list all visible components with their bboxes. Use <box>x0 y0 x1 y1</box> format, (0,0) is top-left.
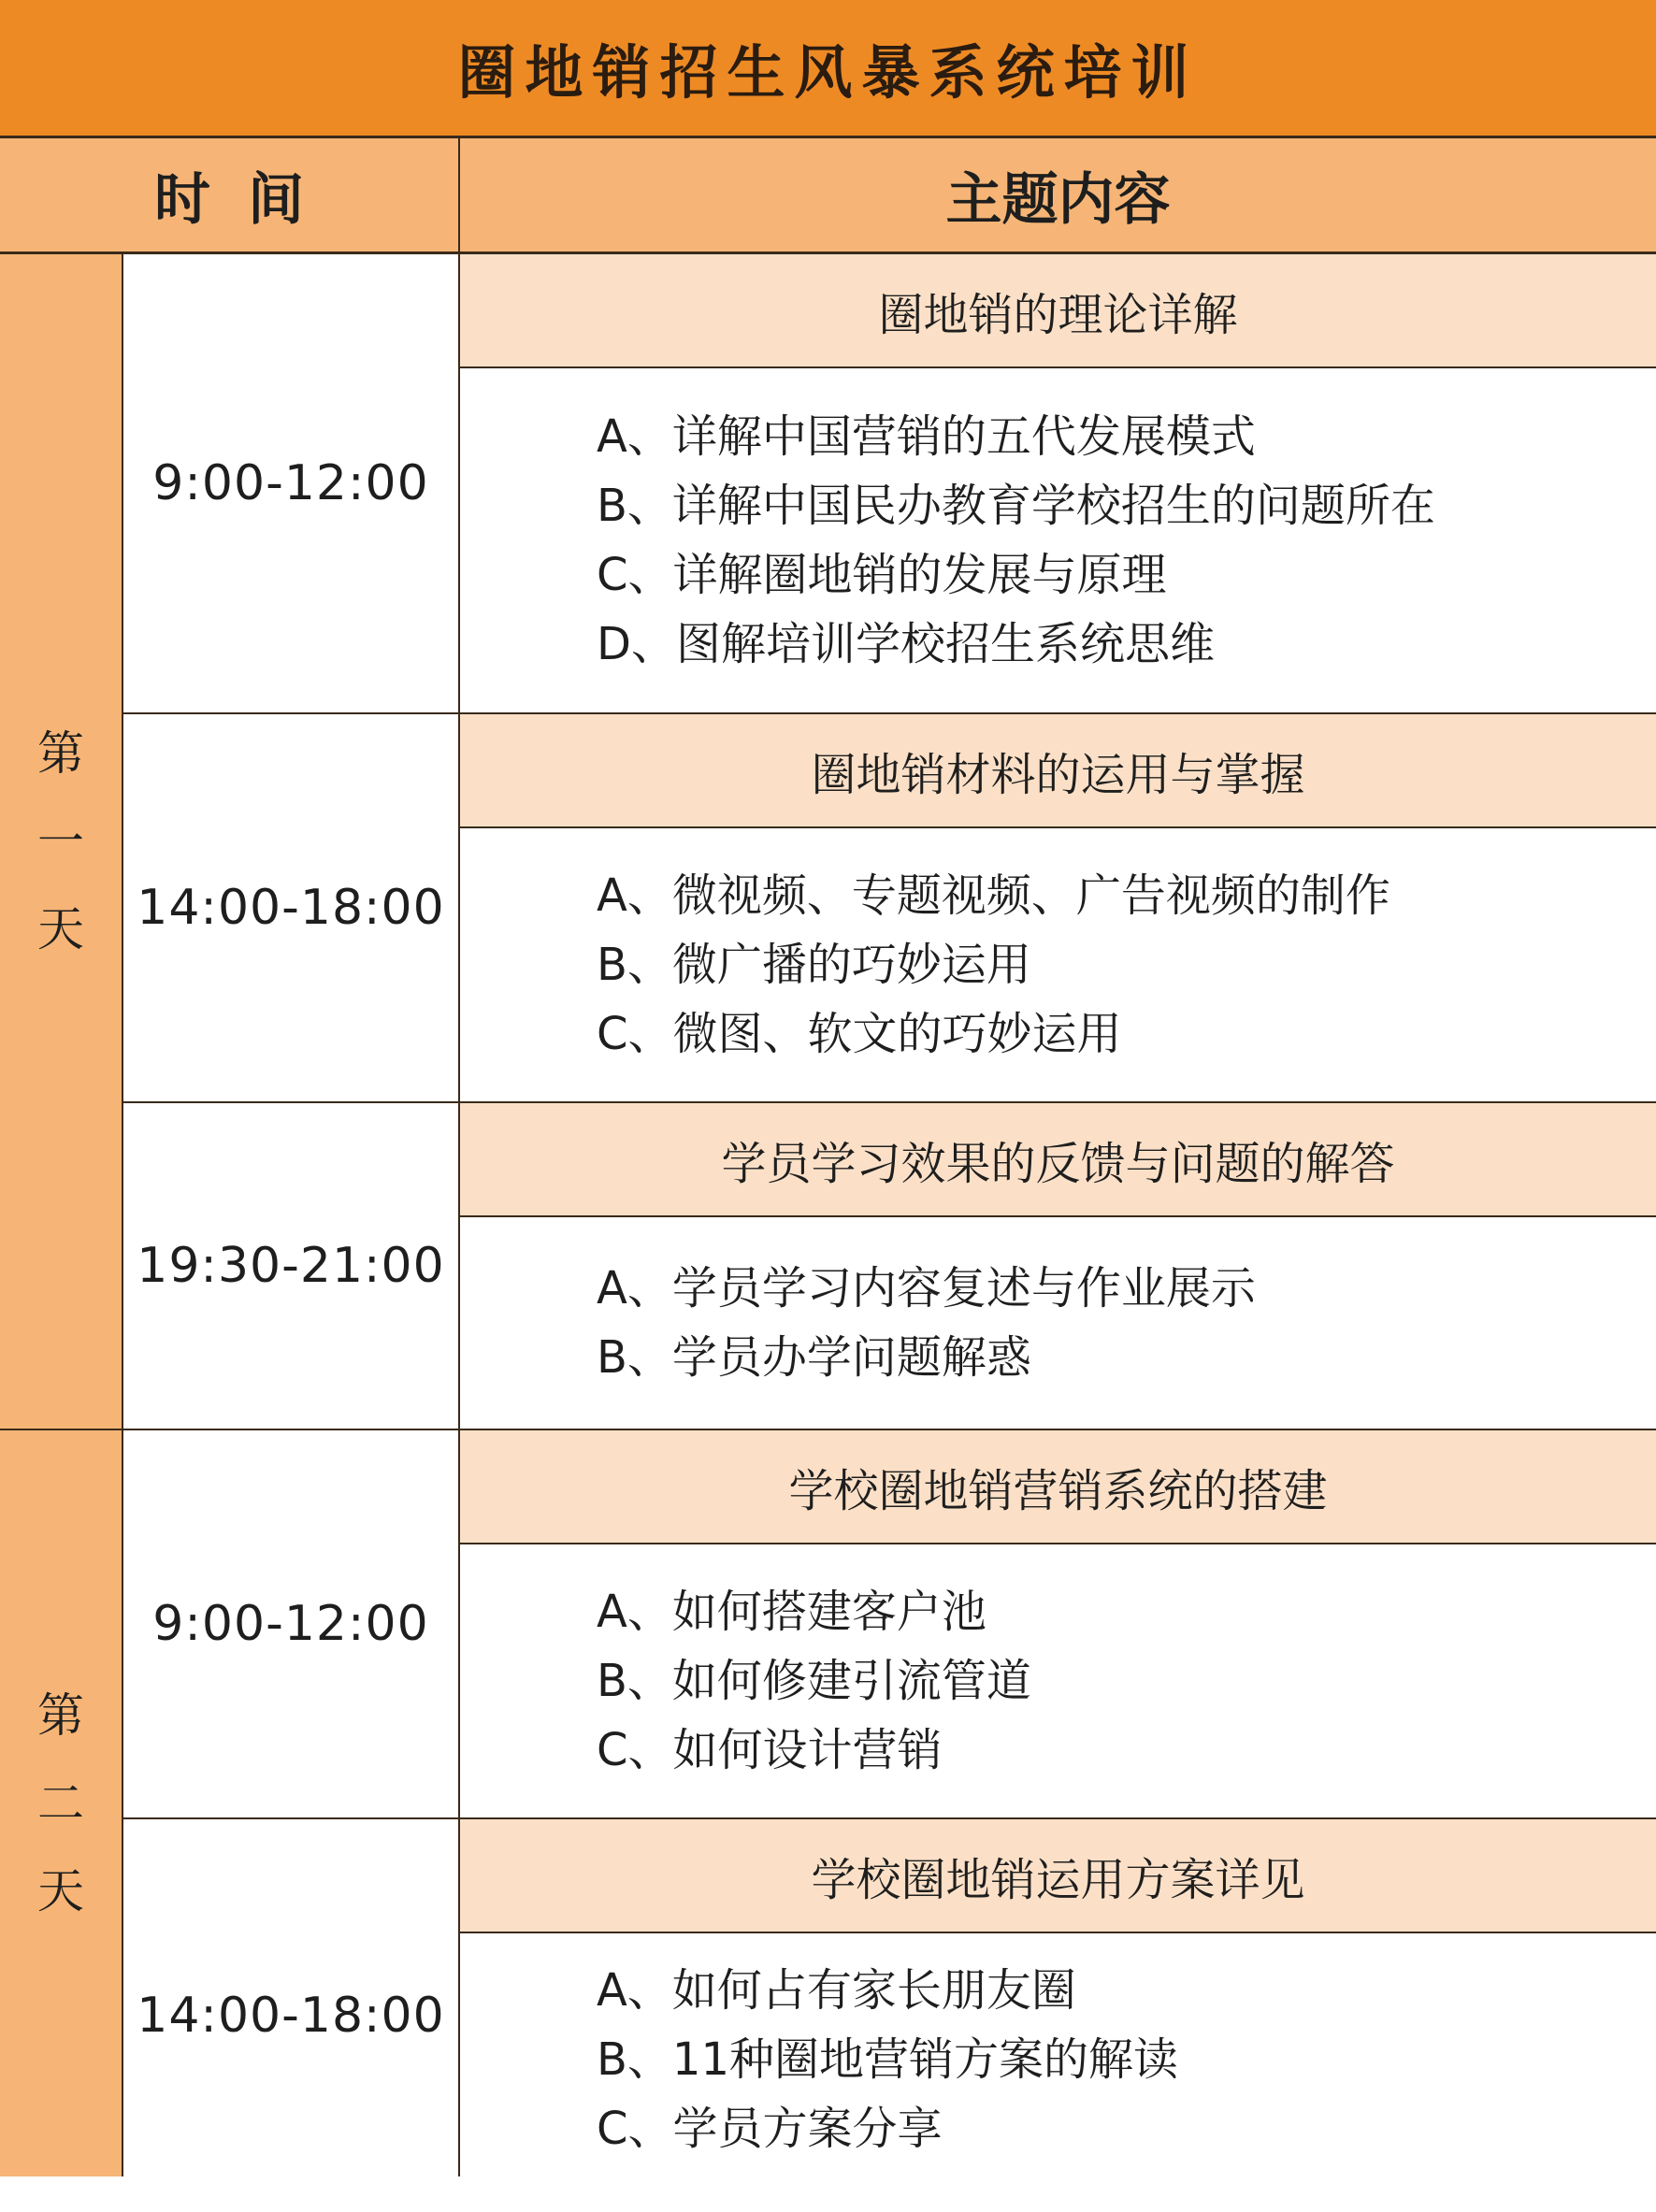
session-items <box>460 368 1656 712</box>
session-item: C、学员方案分享 <box>597 2103 943 2155</box>
session-item: B、详解中国民办教育学校招生的问题所在 <box>597 480 1435 532</box>
session-items <box>460 828 1656 1101</box>
day-label-char: 第 <box>37 1688 84 1743</box>
session-items <box>460 1933 1656 2176</box>
session-item: B、微广播的巧妙运用 <box>597 939 1031 991</box>
session-item: C、微图、软文的巧妙运用 <box>597 1008 1122 1060</box>
session-items <box>460 1544 1656 1817</box>
session-items <box>460 1217 1656 1429</box>
session-topic: 学校圈地销营销系统的搭建 <box>460 1430 1656 1544</box>
day-label-char: 天 <box>37 1864 84 1918</box>
session-item: A、如何搭建客户池 <box>597 1586 986 1638</box>
session-item: C、详解圈地销的发展与原理 <box>597 549 1167 601</box>
header-topic: 主题内容 <box>945 166 1171 233</box>
session-item: B、如何修建引流管道 <box>597 1655 1031 1707</box>
column-divider <box>458 138 460 2176</box>
title-bar <box>0 0 1656 138</box>
day-one-label <box>0 254 122 1429</box>
session-topic: 学员学习效果的反馈与问题的解答 <box>460 1103 1656 1217</box>
session-item: A、详解中国营销的五代发展模式 <box>597 410 1256 463</box>
day-label-char: 二 <box>37 1776 84 1831</box>
session-time: 19:30-21:00 <box>137 1238 445 1294</box>
session-topic: 学校圈地销运用方案详见 <box>460 1819 1656 1933</box>
session-item: A、微视频、专题视频、广告视频的制作 <box>597 869 1390 922</box>
day-label-char: 天 <box>37 902 84 956</box>
session-item: A、学员学习内容复述与作业展示 <box>597 1262 1256 1314</box>
session-item: A、如何占有家长朋友圈 <box>597 1964 1076 2017</box>
session-time: 9:00-12:00 <box>152 455 429 511</box>
session-time: 14:00-18:00 <box>137 1988 445 2044</box>
session-item: D、图解培训学校招生系统思维 <box>597 618 1215 670</box>
session-time: 14:00-18:00 <box>137 880 445 936</box>
day-label-char: 第 <box>37 726 84 781</box>
column-divider <box>122 254 123 2176</box>
day-label-char: 一 <box>37 814 84 869</box>
session-topic: 圈地销材料的运用与掌握 <box>460 714 1656 828</box>
session-item: B、11种圈地营销方案的解读 <box>597 2033 1179 2086</box>
day-two-label <box>0 1430 122 2176</box>
table-header-row <box>0 138 1656 254</box>
session-time: 9:00-12:00 <box>152 1596 429 1652</box>
session-item: C、如何设计营销 <box>597 1724 943 1776</box>
page-title: 圈地销招生风暴系统培训 <box>457 38 1199 107</box>
session-item: B、学员办学问题解惑 <box>597 1331 1031 1384</box>
header-time: 时间 <box>154 166 341 233</box>
session-topic: 圈地销的理论详解 <box>460 254 1656 368</box>
